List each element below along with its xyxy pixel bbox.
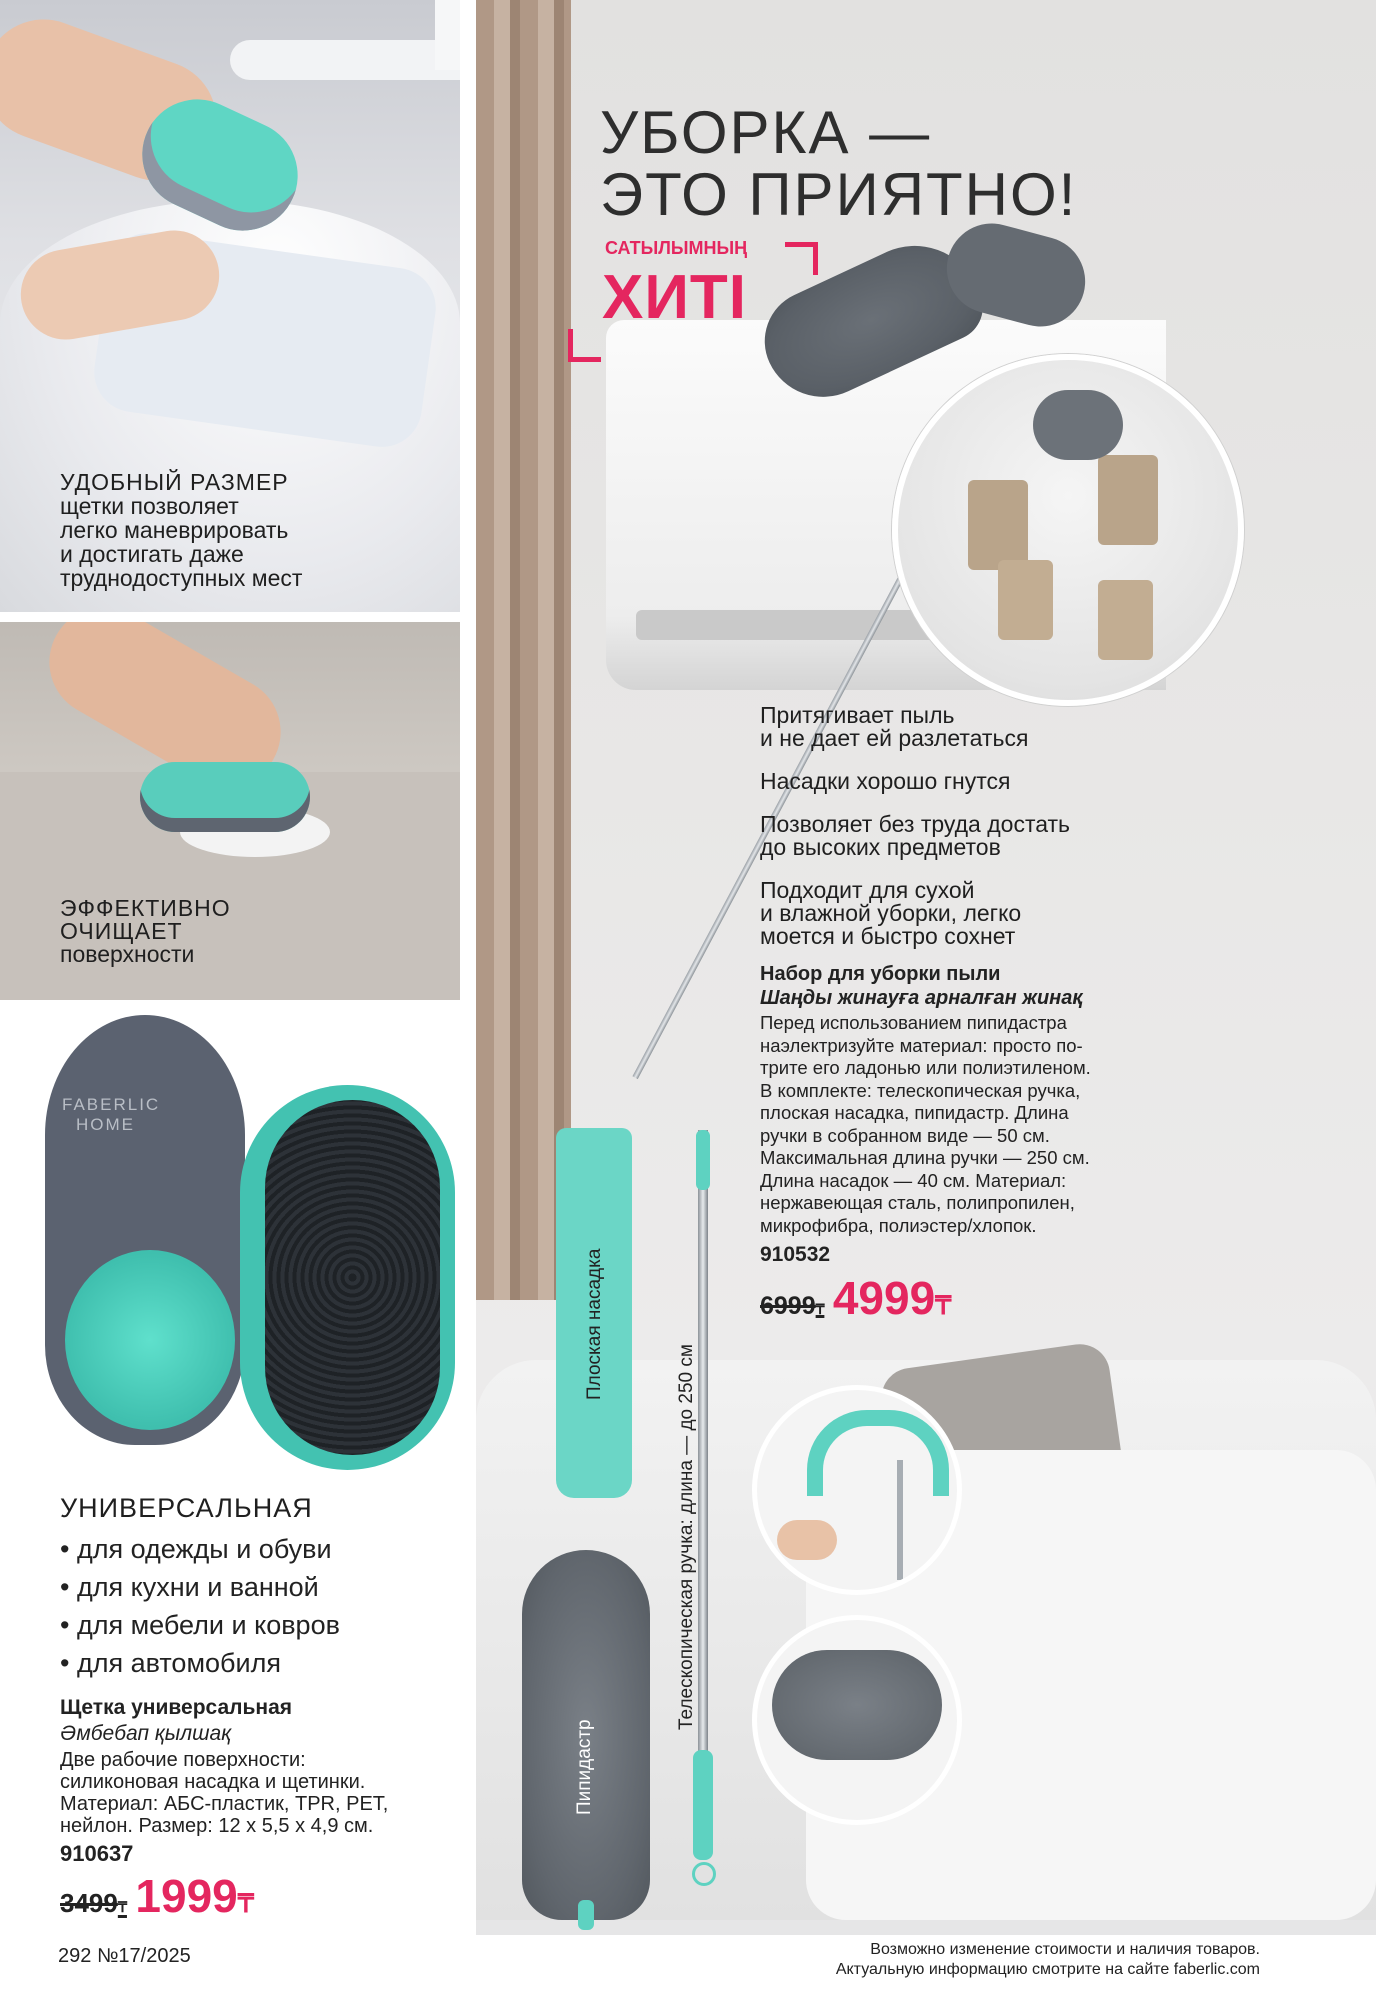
feature-line: и не дает ей разлетаться	[760, 725, 1029, 751]
product-description	[60, 1749, 440, 1837]
description-line: Материал: АБС-пластик, TPR, PET,	[60, 1793, 389, 1815]
badge-small-text: САТЫЛЫМНЫҢ	[605, 238, 748, 258]
description-line: плоская насадка, пипидастр. Длина	[760, 1102, 1069, 1123]
issue-number: №17/2025	[96, 1945, 191, 1967]
chandelier-inset	[892, 354, 1244, 706]
description-line: Две рабочие поверхности:	[60, 1749, 306, 1771]
caption-size-line: УДОБНЫЙ РАЗМЕР	[60, 469, 289, 495]
description-line: микрофибра, полиэстер/хлопок.	[760, 1214, 1037, 1236]
handle-loop	[692, 1862, 716, 1886]
description-line: Длина насадок — 40 см. Материал:	[760, 1169, 1067, 1191]
photo-sofa-cleaning	[0, 622, 460, 1000]
caption-clean-line: поверхности	[60, 941, 195, 967]
currency-sign: ₸	[815, 1302, 825, 1317]
feature-line: и влажной уборки, легко	[760, 900, 1022, 926]
badge-big-text: ХИТІ	[602, 263, 748, 332]
features-list	[60, 1530, 340, 1682]
old-price	[760, 1292, 824, 1320]
caption-size	[60, 470, 302, 590]
badge-corner	[568, 329, 601, 362]
footer-note-line: Актуальную информацию смотрите на сайте faberlic.com	[835, 1961, 1260, 1978]
brush-product-image	[40, 1010, 460, 1480]
description-line: Максимальная длина ручки — 250 см.	[760, 1147, 1090, 1168]
page-footer-left	[58, 1945, 191, 1968]
product-name-kz: Шаңды жинауға арналған жинақ	[760, 987, 1083, 1009]
caption-size-line: легко маневрировать	[60, 517, 289, 543]
duster-product-info	[760, 962, 1220, 1325]
feature-block	[760, 770, 1240, 793]
feature-block	[760, 879, 1240, 948]
curtain	[476, 0, 571, 1300]
currency-sign: ₸	[117, 1900, 127, 1916]
description-line: В комплекте: телескопическая ручка,	[760, 1079, 1081, 1101]
new-price	[135, 1870, 253, 1922]
product-code: 910637	[60, 1841, 134, 1866]
feature-line: моется и быстро сохнет	[760, 923, 1016, 949]
old-price-value: 6999	[760, 1292, 816, 1320]
brush-product-info	[60, 1695, 440, 1923]
duster-closeup-inset	[752, 1615, 962, 1825]
brush-on-sofa	[140, 762, 310, 832]
caption-clean	[60, 897, 231, 966]
duster-handle-end	[578, 1900, 594, 1930]
feature-item: • для одежды и обуви	[60, 1530, 340, 1568]
description-line: нержавеющая сталь, полипропилен,	[760, 1192, 1075, 1213]
telescopic-handle-label: Телескопическая ручка: длина — до 250 см	[676, 1344, 697, 1730]
feature-line: Притягивает пыль	[760, 702, 955, 728]
brush-logo	[62, 1095, 160, 1135]
feature-line: Насадки хорошо гнутся	[760, 768, 1011, 794]
currency-sign: ₸	[237, 1890, 254, 1918]
brush-logo-line: FABERLIC	[62, 1095, 161, 1114]
new-price	[833, 1272, 951, 1324]
product-name: Щетка универсальная	[60, 1696, 293, 1719]
new-price-value: 1999	[135, 1870, 238, 1922]
description-line: Перед использованием пипидастра	[760, 1012, 1067, 1033]
caption-size-line: и достигать даже	[60, 541, 244, 567]
old-price-value: 3499	[60, 1888, 118, 1918]
description-line: наэлектризуйте материал: просто по-	[760, 1034, 1083, 1056]
handle-tip	[696, 1130, 710, 1190]
headline-line: УБОРКА —	[600, 99, 932, 166]
badge-corner	[785, 242, 818, 275]
caption-clean-line: ОЧИЩАЕТ	[60, 918, 183, 944]
description-line: нейлон. Размер: 12 x 5,5 x 4,9 см.	[60, 1815, 374, 1837]
feature-block	[760, 704, 1240, 750]
page-number: 292	[58, 1945, 92, 1967]
caption-clean-line: ЭФФЕКТИВНО	[60, 895, 231, 921]
page-footer-note	[700, 1940, 1260, 1980]
feature-block	[760, 813, 1240, 859]
headline	[600, 99, 1078, 228]
feature-item: • для автомобиля	[60, 1644, 340, 1682]
feature-line: до высоких предметов	[760, 834, 1001, 860]
bestseller-badge	[568, 232, 818, 362]
feature-item: • для мебели и ковров	[60, 1606, 340, 1644]
product-name: Набор для уборки пыли	[760, 963, 1001, 985]
description-line: силиконовая насадка и щетинки.	[60, 1771, 366, 1793]
feature-line: Позволяет без труда достать	[760, 811, 1071, 837]
price-row	[760, 1271, 1220, 1325]
old-price	[60, 1888, 127, 1918]
brush-logo-line: HOME	[76, 1115, 135, 1134]
currency-sign: ₸	[935, 1292, 952, 1320]
photo-shirt-cleaning	[0, 0, 460, 612]
universal-title: УНИВЕРСАЛЬНАЯ	[60, 1493, 313, 1523]
feature-item: • для кухни и ванной	[60, 1568, 340, 1606]
feather-duster-label: Пипидастр	[574, 1719, 595, 1815]
duster-features	[760, 704, 1240, 948]
footer-note-line: Возможно изменение стоимости и наличия товаров.	[870, 1941, 1260, 1958]
product-description	[760, 1012, 1220, 1237]
description-line: ручки в собранном виде — 50 см.	[760, 1124, 1050, 1146]
price-row	[60, 1869, 440, 1923]
caption-size-line: щетки позволяет	[60, 493, 239, 519]
handle-grip	[693, 1750, 713, 1860]
faucet	[230, 40, 460, 80]
caption-size-line: труднодоступных мест	[60, 565, 303, 591]
flat-attachment-label: Плоская насадка	[584, 1248, 605, 1400]
bent-attachment-inset	[752, 1385, 962, 1595]
telescopic-handle	[698, 1130, 708, 1840]
description-line: трите его ладонью или полиэтиленом.	[760, 1057, 1091, 1078]
new-price-value: 4999	[832, 1272, 936, 1324]
product-name-kz: Әмбебап қылшақ	[60, 1722, 232, 1745]
product-code: 910532	[760, 1243, 831, 1266]
feature-line: Подходит для сухой	[760, 877, 975, 903]
headline-line: ЭТО ПРИЯТНО!	[600, 161, 1078, 228]
